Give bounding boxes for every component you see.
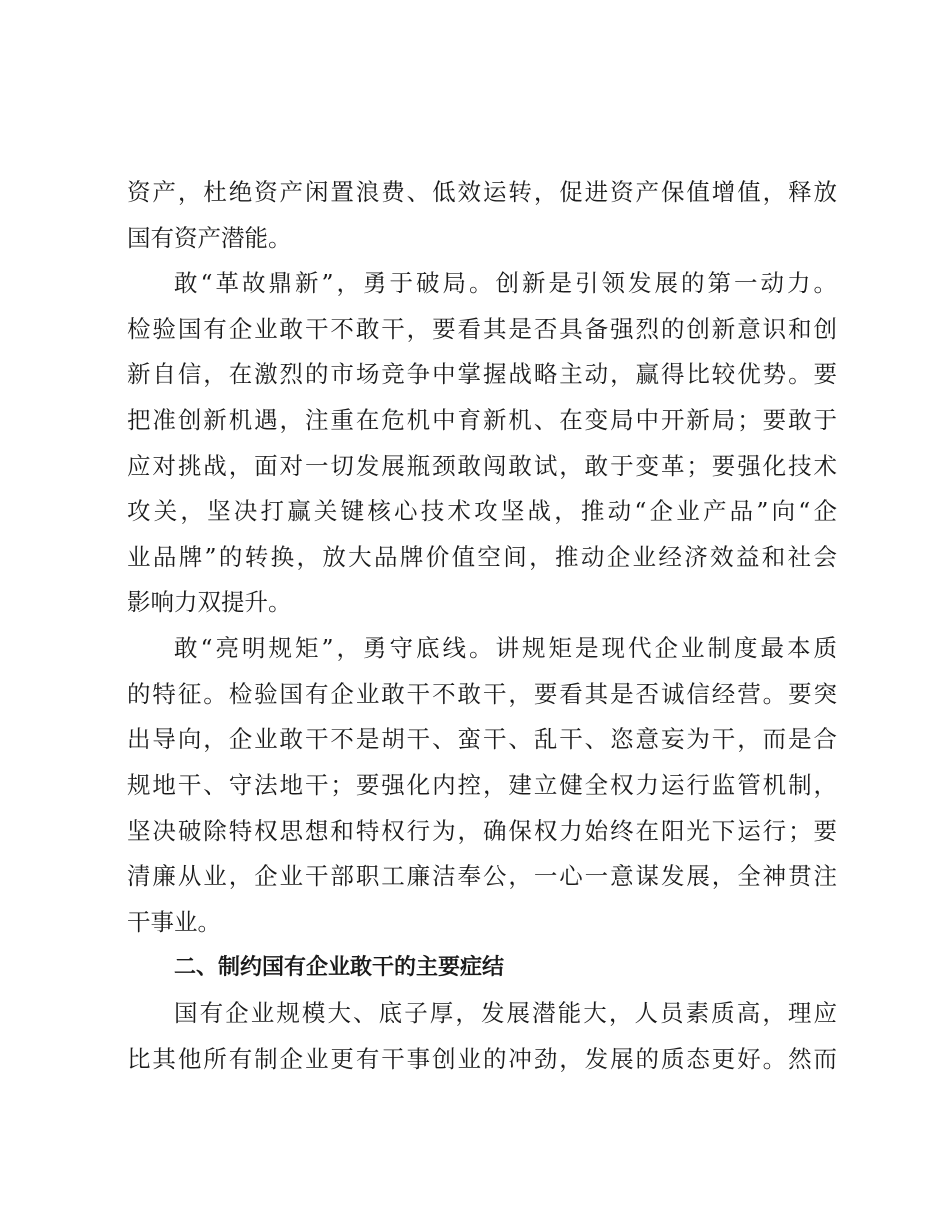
paragraph-line: 比其他所有制企业更有干事创业的冲劲，发展的质态更好。然而 <box>127 1045 837 1073</box>
paragraph-line: 坚决破除特权思想和特权行为，确保权力始终在阳光下运行；要 <box>127 817 837 845</box>
paragraph-line: 敢“亮明规矩”，勇守底线。讲规矩是现代企业制度最本质 <box>174 634 837 662</box>
paragraph-line: 规地干、守法地干；要强化内控，建立健全权力运行监管机制， <box>127 771 837 799</box>
paragraph-line: 清廉从业，企业干部职工廉洁奉公，一心一意谋发展，全神贯注 <box>127 862 837 890</box>
paragraph-line: 业品牌”的转换，放大品牌价值空间，推动企业经济效益和社会 <box>127 543 837 571</box>
paragraph-line: 新自信，在激烈的市场竞争中掌握战略主动，赢得比较优势。要 <box>127 360 837 388</box>
paragraph-line: 干事业。 <box>127 908 221 936</box>
paragraph-line: 影响力双提升。 <box>127 588 292 616</box>
paragraph-line: 攻关，坚决打赢关键核心技术攻坚战，推动“企业产品”向“企 <box>127 497 837 525</box>
paragraph-line: 资产，杜绝资产闲置浪费、低效运转，促进资产保值增值，释放 <box>127 178 837 206</box>
section-heading: 二、制约国有企业敢干的主要症结 <box>174 955 505 980</box>
paragraph-line: 敢“革故鼎新”，勇于破局。创新是引领发展的第一动力。 <box>174 269 837 297</box>
paragraph-line: 出导向，企业敢干不是胡干、蛮干、乱干、恣意妄为干，而是合 <box>127 725 837 753</box>
paragraph-line: 检验国有企业敢干不敢干，要看其是否具备强烈的创新意识和创 <box>127 315 837 343</box>
paragraph-line: 应对挑战，面对一切发展瓶颈敢闯敢试，敢于变革；要强化技术 <box>127 452 837 480</box>
paragraph-line: 把准创新机遇，注重在危机中育新机、在变局中开新局；要敢于 <box>127 406 837 434</box>
paragraph-line: 国有企业规模大、底子厚，发展潜能大，人员素质高，理应 <box>174 999 837 1027</box>
paragraph-line: 国有资产潜能。 <box>127 224 292 252</box>
paragraph-line: 的特征。检验国有企业敢干不敢干，要看其是否诚信经营。要突 <box>127 680 837 708</box>
